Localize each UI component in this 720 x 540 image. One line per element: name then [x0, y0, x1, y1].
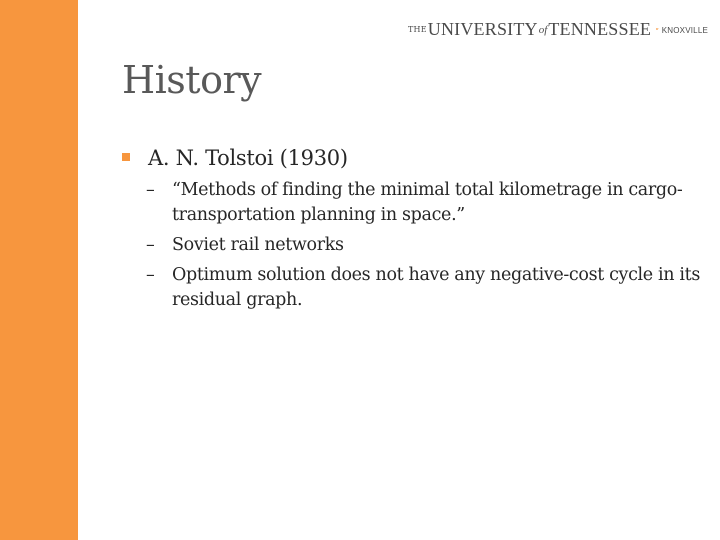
sub-bullet-item: [146, 233, 706, 258]
dash-marker: –: [146, 180, 155, 200]
bullet-square-icon: [122, 153, 130, 161]
logo-of: of: [538, 24, 548, 36]
left-accent-bar: [0, 0, 78, 540]
sub-bullet-item: [146, 178, 706, 228]
sub-bullet-text: “Methods of finding the minimal total kilometrage in cargo-transportation planning in space.”: [172, 180, 683, 225]
sub-bullet-text: Optimum solution does not have any negative-cost cycle in its residual graph.: [172, 265, 700, 310]
slide-title: History: [122, 58, 262, 102]
ut-logo-icon: [656, 21, 659, 37]
logo-university: UNIVERSITY: [427, 19, 538, 39]
logo-the: THE: [408, 25, 427, 34]
logo-knoxville: KNOXVILLE: [661, 26, 708, 35]
dash-marker: –: [146, 265, 155, 285]
university-logo: [408, 14, 708, 38]
sub-bullet-item: [146, 263, 706, 313]
main-bullet: [122, 146, 348, 170]
dash-marker: –: [146, 235, 155, 255]
sub-bullet-list: [146, 178, 706, 318]
logo-tennessee: TENNESSEE: [548, 19, 652, 39]
main-bullet-text: A. N. Tolstoi (1930): [148, 146, 348, 170]
sub-bullet-text: Soviet rail networks: [172, 235, 344, 255]
